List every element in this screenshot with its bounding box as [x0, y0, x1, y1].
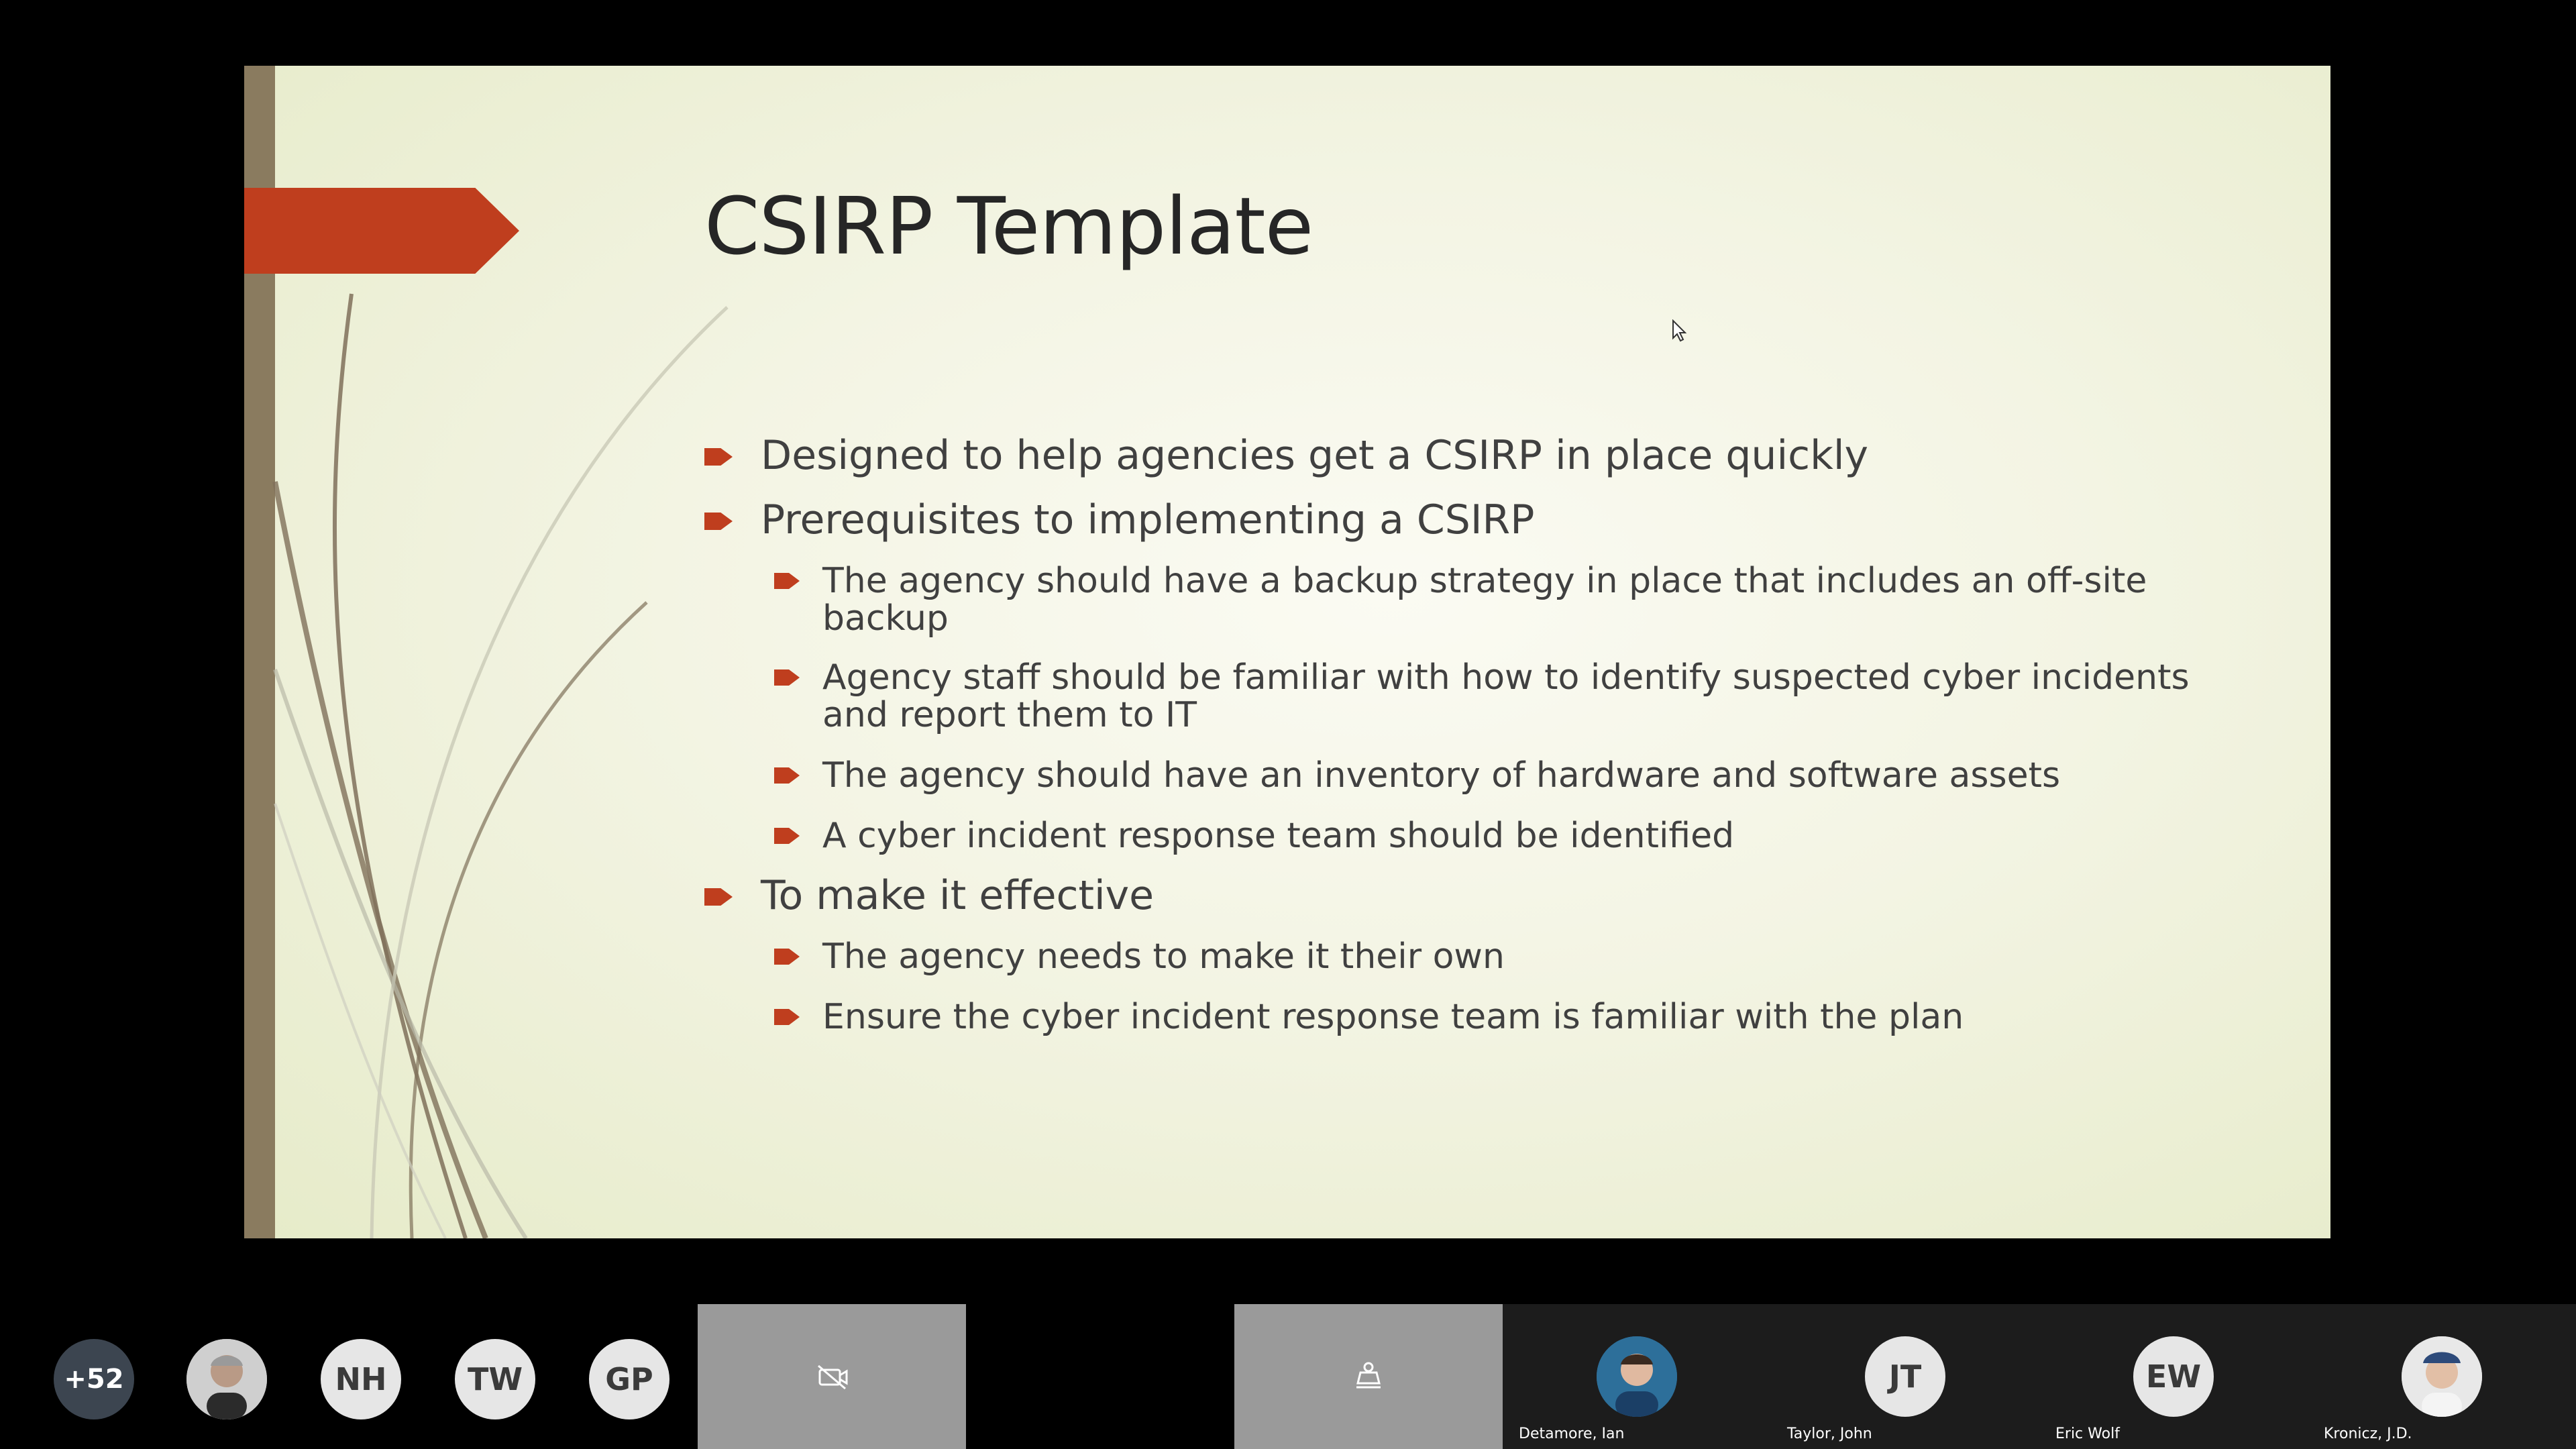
participant-name: Eric Wolf: [2055, 1426, 2120, 1442]
person-photo-icon: [186, 1339, 267, 1419]
person-photo-icon: [1597, 1336, 1677, 1417]
participant-name: Detamore, Ian: [1519, 1426, 1625, 1442]
camera-off-icon: [812, 1356, 852, 1397]
participant-tile[interactable]: [1771, 1304, 2039, 1449]
participant-tile[interactable]: [2039, 1304, 2308, 1449]
participant-avatar: [2402, 1336, 2482, 1417]
participant-avatar-initials[interactable]: GP: [589, 1339, 669, 1419]
mouse-cursor-icon: [1672, 319, 1686, 342]
participant-name: Kronicz, J.D.: [2324, 1426, 2412, 1442]
participant-avatar-initials[interactable]: TW: [455, 1339, 535, 1419]
participant-tile-room[interactable]: [1234, 1304, 1503, 1449]
more-participants-button[interactable]: +52: [54, 1339, 134, 1419]
participant-avatar-initials[interactable]: NH: [321, 1339, 401, 1419]
participant-avatar-initials: EW: [2133, 1336, 2214, 1417]
participant-tile-video-off[interactable]: [698, 1304, 966, 1449]
person-photo-icon: [2402, 1336, 2482, 1417]
participant-tile[interactable]: [1503, 1304, 1771, 1449]
participant-strip: [0, 1304, 2576, 1449]
participant-avatar[interactable]: [186, 1339, 267, 1419]
title-arrow-shape: [244, 188, 519, 274]
participant-avatar-initials: JT: [1865, 1336, 1945, 1417]
participant-tile[interactable]: [2308, 1304, 2576, 1449]
room-system-icon: [1348, 1356, 1389, 1397]
participant-name: Taylor, John: [1787, 1426, 1872, 1442]
shared-slide: CSIRP Template Designed to help agencies get a CSIRP in place quickly Prerequisites to implementing a CSIRP The agency should have a backup strategy in place that includes an off-site backup Agency staff should be familiar with how to identify suspected cyber incidents and report them to IT The agency should have an inventory of hardware and software assets A cyber incident response team should be identified To make it effective The agency needs to make it their own Ensure the cyber incident response team is familiar with the plan: [244, 66, 2330, 1238]
slide-title: CSIRP Template: [704, 180, 1313, 272]
participant-avatar: [1597, 1336, 1677, 1417]
